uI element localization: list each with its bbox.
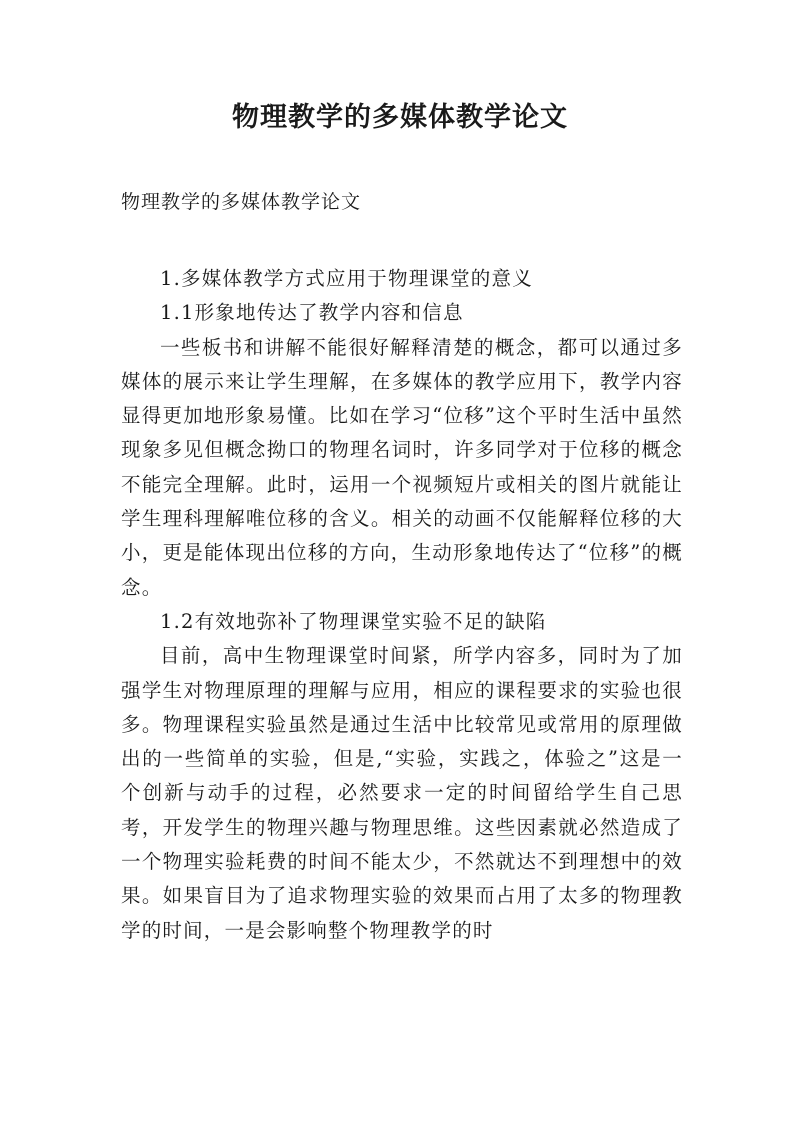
section-heading-1-2: 1.2有效地弥补了物理课堂实验不足的缺陷: [160, 609, 547, 633]
paragraph-1-2: 目前，高中生物理课堂时间紧，所学内容多，同时为了加强学生对物理原理的理解与应用，相应的课程要求的实验也很多。物理课程实验虽然是通过生活中比较常见或常用的原理做出的一些简单的实验，但是,“实验，实践之，体验之”这是一个创新与动手的过程，必然要求一定的时间留给学生自己思考，开发学生的物理兴趣与物理思维。这些因素就必然造成了一个物理实验耗费的时间不能太少，不然就达不到理想中的效果。如果盲目为了追求物理实验的效果而占用了太多的物理教学的时间，一是会影响整个物理教学的时: [121, 644, 683, 942]
document-body: [121, 262, 683, 948]
document-subtitle: 物理教学的多媒体教学论文: [121, 191, 362, 213]
section-heading-1: 1.多媒体教学方式应用于物理课堂的意义: [160, 267, 533, 290]
section-heading-1-1: 1.1形象地传达了教学内容和信息: [160, 301, 464, 325]
paragraph-1-1: 一些板书和讲解不能很好解释清楚的概念，都可以通过多媒体的展示来让学生理解，在多媒体的教学应用下，教学内容显得更加地形象易懂。比如在学习“位移”这个平时生活中虽然现象多见但概念拗口的物理名词时，许多同学对于位移的概念不能完全理解。此时，运用一个视频短片或相关的图片就能让学生理科理解唯位移的含义。相关的动画不仅能解释位移的大小，更是能体现出位移的方向，生动形象地传达了“位移”的概念。: [121, 335, 683, 599]
document-title: 物理教学的多媒体教学论文: [232, 102, 568, 133]
